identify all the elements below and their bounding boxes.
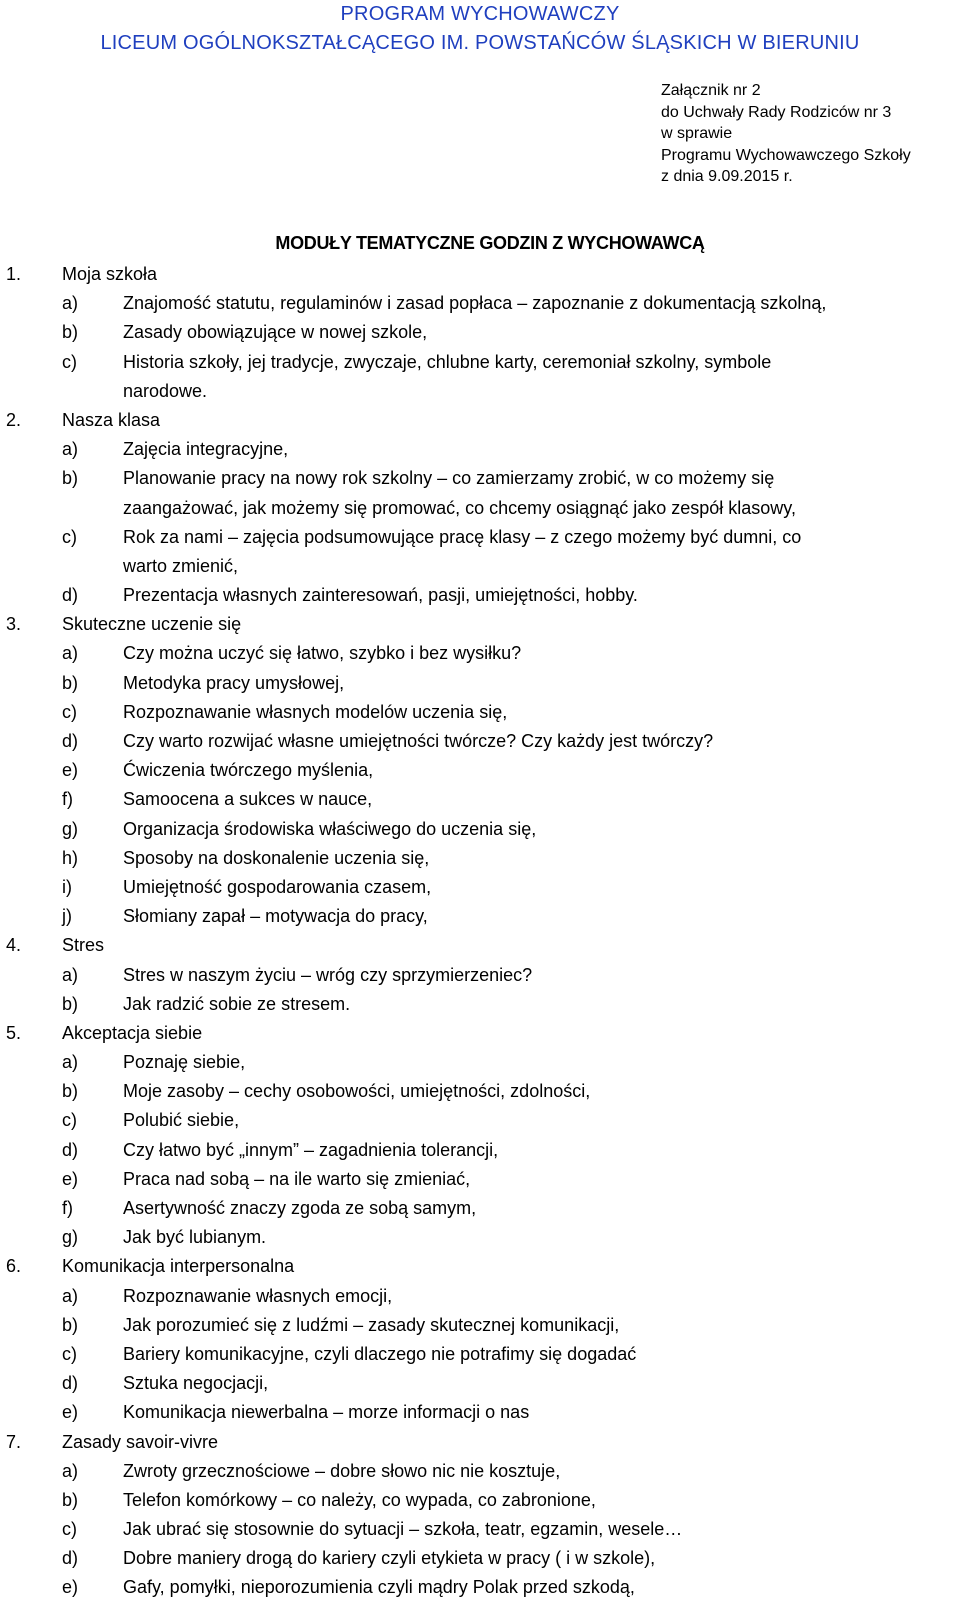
item-text: Telefon komórkowy – co należy, co wypada, co zabronione, (123, 1489, 596, 1510)
item-text: Bariery komunikacyjne, czyli dlaczego nie potrafimy się dogadać (123, 1343, 637, 1364)
section-title: Komunikacja interpersonalna (62, 1256, 295, 1277)
section-number: 2. (6, 409, 22, 430)
list-item-continuation (0, 377, 960, 406)
section-title: Nasza klasa (62, 409, 161, 430)
item-text: Organizacja środowiska właściwego do uczenia się, (123, 818, 537, 839)
item-marker: b) (62, 322, 79, 343)
item-marker: f) (62, 1198, 73, 1218)
list-item (0, 756, 960, 785)
section-number: 3. (6, 614, 22, 635)
list-item (0, 1398, 960, 1427)
program-title: PROGRAM WYCHOWAWCZY (340, 3, 620, 25)
item-text: Dobre maniery drogą do kariery czyli etykieta w pracy ( i w szkole), (123, 1548, 656, 1569)
item-marker: a) (62, 964, 79, 985)
section-title: Skuteczne uczenie się (62, 614, 242, 635)
list-item (0, 873, 960, 902)
section-title: Stres (62, 935, 105, 956)
attachment-line: z dnia 9.09.2015 r. (661, 168, 793, 185)
item-marker: a) (62, 1285, 79, 1306)
section-heading (0, 1252, 960, 1281)
item-marker: e) (62, 1402, 79, 1423)
list-item (0, 1077, 960, 1106)
item-text: Stres w naszym życiu – wróg czy sprzymierzeniec? (123, 964, 533, 985)
list-item (0, 902, 960, 931)
item-text: Jak radzić sobie ze stresem. (123, 993, 351, 1014)
item-text: Praca nad sobą – na ile warto się zmieniać, (123, 1168, 471, 1189)
list-item (0, 1223, 960, 1252)
list-item (0, 581, 960, 610)
item-marker: a) (62, 1460, 79, 1481)
item-text: zaangażować, jak możemy się promować, co chcemy osiągnąć jako zespół klasowy, (123, 497, 796, 518)
item-text: Czy można uczyć się łatwo, szybko i bez wysiłku? (123, 643, 522, 664)
list-item (0, 639, 960, 668)
section-heading (0, 610, 960, 639)
document-header (0, 0, 960, 58)
item-text: Rozpoznawanie własnych modelów uczenia się, (123, 701, 508, 722)
item-marker: e) (62, 1168, 79, 1189)
list-item (0, 1515, 960, 1544)
item-text: Ćwiczenia twórczego myślenia, (123, 760, 374, 781)
item-marker: j) (62, 906, 72, 927)
item-marker: c) (62, 1519, 77, 1540)
item-marker: a) (62, 643, 79, 664)
item-text: Zwroty grzecznościowe – dobre słowo nic nie kosztuje, (123, 1460, 561, 1481)
list-item (0, 348, 960, 377)
list-item (0, 1311, 960, 1340)
section-title: Zasady savoir-vivre (62, 1431, 219, 1452)
section-heading (0, 931, 960, 960)
list-item (0, 1136, 960, 1165)
attachment-line: do Uchwały Rady Rodziców nr 3 (661, 103, 892, 121)
modules-heading: MODUŁY TEMATYCZNE GODZIN Z WYCHOWAWCĄ (275, 233, 705, 253)
item-marker: d) (62, 585, 79, 606)
item-marker: c) (62, 351, 77, 372)
attachment-note (661, 80, 911, 188)
item-marker: e) (62, 1577, 79, 1598)
item-marker: d) (62, 731, 79, 751)
item-text: Historia szkoły, jej tradycje, zwyczaje, chlubne karty, ceremoniał szkolny, symbole (123, 351, 772, 372)
list-item (0, 961, 960, 990)
item-text: Samoocena a sukces w nauce, (123, 789, 373, 810)
section-heading (0, 1428, 960, 1457)
list-item (0, 1573, 960, 1602)
section-title: Akceptacja siebie (62, 1022, 203, 1043)
item-marker: a) (62, 293, 79, 314)
list-item (0, 727, 960, 756)
list-item-continuation (0, 552, 960, 581)
item-text: Rok za nami – zajęcia podsumowujące pracę klasy – z czego możemy być dumni, co (123, 526, 802, 547)
item-text: Komunikacja niewerbalna – morze informacji o nas (123, 1402, 530, 1423)
item-text: Słomiany zapał – motywacja do pracy, (123, 906, 428, 927)
item-text: warto zmienić, (123, 555, 239, 576)
item-text: Zasady obowiązujące w nowej szkole, (123, 322, 428, 343)
list-item (0, 1457, 960, 1486)
section-title: Moja szkoła (62, 264, 158, 284)
section-heading (0, 260, 960, 289)
section-number: 5. (6, 1022, 22, 1043)
item-text: Sztuka negocjacji, (123, 1373, 269, 1394)
list-item (0, 1106, 960, 1135)
item-text: Jak ubrać się stosownie do sytuacji – szkoła, teatr, egzamin, wesele… (123, 1519, 683, 1540)
attachment-line: Załącznik nr 2 (661, 82, 761, 99)
item-marker: b) (62, 993, 79, 1014)
item-marker: b) (62, 1314, 79, 1335)
item-marker: d) (62, 1548, 79, 1569)
item-marker: c) (62, 1110, 77, 1131)
item-text: Sposoby na doskonalenie uczenia się, (123, 847, 430, 868)
item-marker: a) (62, 439, 79, 460)
item-marker: b) (62, 468, 79, 489)
item-marker: e) (62, 760, 79, 781)
list-item (0, 990, 960, 1019)
list-item (0, 815, 960, 844)
item-text: Planowanie pracy na nowy rok szkolny – co zamierzamy zrobić, w co możemy się (123, 468, 775, 489)
item-marker: c) (62, 1343, 77, 1364)
section-number: 6. (6, 1256, 22, 1277)
item-text: Moje zasoby – cechy osobowości, umiejętności, zdolności, (123, 1081, 591, 1102)
list-item (0, 1165, 960, 1194)
item-marker: i) (62, 876, 72, 897)
list-item (0, 785, 960, 814)
item-text: Czy łatwo być „innym” – zagadnienia tolerancji, (123, 1139, 499, 1160)
item-marker: b) (62, 1081, 79, 1102)
section-heading (0, 406, 960, 435)
item-text: Metodyka pracy umysłowej, (123, 672, 345, 693)
list-item (0, 1544, 960, 1573)
item-text: Prezentacja własnych zainteresowań, pasji, umiejętności, hobby. (123, 585, 638, 606)
section-number: 1. (6, 264, 22, 284)
item-text: Zajęcia integracyjne, (123, 439, 289, 460)
modules-list (0, 260, 960, 1603)
list-item (0, 318, 960, 347)
item-text: Jak porozumieć się z ludźmi – zasady skutecznej komunikacji, (123, 1314, 620, 1335)
item-marker: d) (62, 1139, 79, 1160)
list-item (0, 1194, 960, 1223)
list-item (0, 435, 960, 464)
section-number: 4. (6, 935, 22, 956)
item-marker: b) (62, 1489, 79, 1510)
list-item-continuation (0, 494, 960, 523)
list-item (0, 1369, 960, 1398)
list-item (0, 1486, 960, 1515)
item-text: Gafy, pomyłki, nieporozumienia czyli mądry Polak przed szkodą, (123, 1577, 635, 1598)
item-marker: d) (62, 1373, 79, 1394)
item-marker: b) (62, 672, 79, 693)
section-heading (0, 1019, 960, 1048)
item-text: Poznaję siebie, (123, 1052, 246, 1073)
list-item (0, 698, 960, 727)
list-item (0, 1048, 960, 1077)
item-marker: c) (62, 526, 77, 547)
item-marker: f) (62, 789, 73, 810)
list-item (0, 1282, 960, 1311)
item-marker: g) (62, 818, 79, 839)
item-marker: h) (62, 847, 79, 868)
item-marker: c) (62, 701, 77, 722)
item-text: Czy warto rozwijać własne umiejętności twórcze? Czy każdy jest twórczy? (123, 731, 714, 751)
item-text: Rozpoznawanie własnych emocji, (123, 1285, 393, 1306)
attachment-line: Programu Wychowawczego Szkoły (661, 146, 911, 164)
attachment-line: w sprawie (661, 125, 733, 142)
list-item (0, 289, 960, 318)
section-number: 7. (6, 1431, 22, 1452)
item-text: Polubić siebie, (123, 1110, 240, 1131)
list-item (0, 844, 960, 873)
item-text: Znajomość statutu, regulaminów i zasad popłaca – zapoznanie z dokumentacją szkolną, (123, 293, 827, 314)
list-item (0, 669, 960, 698)
item-text: Jak być lubianym. (123, 1227, 267, 1248)
item-text: Umiejętność gospodarowania czasem, (123, 876, 432, 897)
item-text: narodowe. (123, 380, 208, 401)
item-marker: a) (62, 1052, 79, 1073)
list-item (0, 1340, 960, 1369)
item-marker: g) (62, 1227, 79, 1248)
list-item (0, 464, 960, 493)
school-name: LICEUM OGÓLNOKSZTAŁCĄCEGO IM. POWSTAŃCÓW ŚLĄSKICH W BIERUNIU (100, 32, 860, 54)
item-text: Asertywność znaczy zgoda ze sobą samym, (123, 1198, 477, 1218)
list-item (0, 523, 960, 552)
